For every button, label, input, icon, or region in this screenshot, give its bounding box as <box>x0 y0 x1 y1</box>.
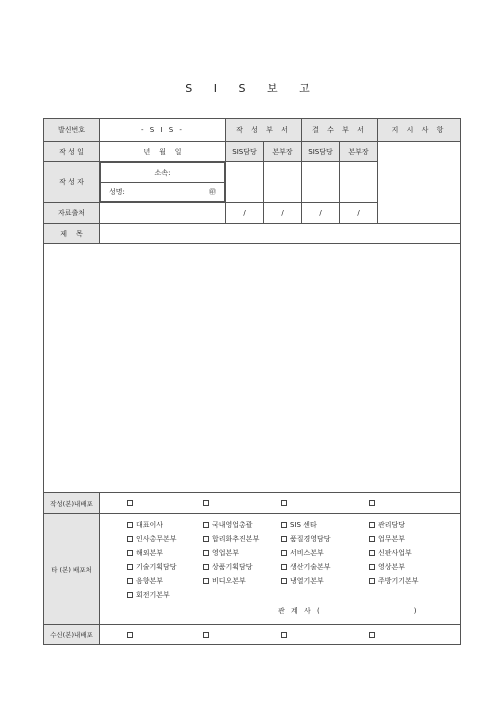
checkbox-icon <box>203 564 209 570</box>
checkbox-icon <box>127 578 133 584</box>
checkbox-icon <box>369 536 375 542</box>
dist-item[interactable]: 비디오본부 <box>203 576 281 586</box>
checkbox-icon <box>281 578 287 584</box>
internal-dist-checkboxes <box>100 493 461 514</box>
dist-item[interactable]: 국내영업총괄 <box>203 520 281 530</box>
dist-item[interactable]: 영상본부 <box>369 562 439 572</box>
checkbox-icon <box>369 550 375 556</box>
checkbox-icon <box>369 564 375 570</box>
internal-checkbox-3[interactable] <box>281 500 287 506</box>
affiliation-field[interactable]: 소속: <box>101 163 225 183</box>
dist-item[interactable]: 업무본부 <box>369 534 439 544</box>
date-slash-2: / <box>264 203 302 224</box>
dist-item[interactable]: 서비스본부 <box>281 548 369 558</box>
dist-item[interactable]: 신판사업부 <box>369 548 439 558</box>
checkbox-icon <box>127 522 133 528</box>
checkbox-icon <box>127 564 133 570</box>
affiliate-label: 관 계 사 ( <box>278 607 322 615</box>
checkbox-icon <box>203 550 209 556</box>
instructions-field[interactable] <box>378 142 461 224</box>
dist-item[interactable]: 생산기술본부 <box>281 562 369 572</box>
receive-checkbox-2[interactable] <box>203 632 209 638</box>
sign-box-1[interactable] <box>226 162 264 203</box>
writing-dept-header: 작 성 부 서 <box>226 119 302 142</box>
sign-box-3[interactable] <box>302 162 340 203</box>
subject-label: 제 목 <box>44 224 100 244</box>
date-field[interactable]: 년 월 일 <box>100 142 226 162</box>
internal-checkbox-4[interactable] <box>369 500 375 506</box>
sender-number-label: 발신번호 <box>44 119 100 142</box>
checkbox-icon <box>281 550 287 556</box>
dist-item[interactable]: 주방기기본부 <box>369 576 439 586</box>
source-label: 자료출처 <box>44 203 100 224</box>
dist-item[interactable]: 관리담당 <box>369 520 439 530</box>
checkbox-icon <box>281 564 287 570</box>
sis-manager-header-1: SIS담당 <box>226 142 264 162</box>
dist-item[interactable]: 대표이사 <box>127 520 203 530</box>
receive-dist-label: 수신(본)내배포 <box>44 625 100 645</box>
dist-list <box>100 514 460 600</box>
checkbox-icon <box>369 522 375 528</box>
checkbox-icon <box>127 592 133 598</box>
division-head-header-1: 본부장 <box>264 142 302 162</box>
division-head-header-2: 본부장 <box>340 142 378 162</box>
report-form <box>43 118 461 645</box>
dist-item[interactable]: 냉열기본부 <box>281 576 369 586</box>
internal-dist-label: 작성(본)내배포 <box>44 493 100 514</box>
dist-item[interactable]: 합리화추진본부 <box>203 534 281 544</box>
checkbox-icon <box>369 578 375 584</box>
checkbox-icon <box>127 550 133 556</box>
checkbox-icon <box>281 536 287 542</box>
sign-box-4[interactable] <box>340 162 378 203</box>
checkbox-icon <box>203 578 209 584</box>
dist-item[interactable]: 회전기본부 <box>127 590 203 600</box>
dist-item[interactable]: 해외본부 <box>127 548 203 558</box>
name-field[interactable] <box>101 183 225 202</box>
receive-checkbox-1[interactable] <box>127 632 133 638</box>
date-slash-3: / <box>302 203 340 224</box>
dist-item[interactable]: 인사총무본부 <box>127 534 203 544</box>
dist-item[interactable]: SIS 센타 <box>281 520 369 530</box>
checkbox-icon <box>281 522 287 528</box>
affiliate-line <box>100 600 460 616</box>
writer-subtable <box>100 162 225 202</box>
date-label: 작 성 일 <box>44 142 100 162</box>
approval-dept-header: 결 수 부 서 <box>302 119 378 142</box>
sign-box-2[interactable] <box>264 162 302 203</box>
date-slash-4: / <box>340 203 378 224</box>
source-field[interactable] <box>100 203 226 224</box>
instructions-header: 지 시 사 항 <box>378 119 461 142</box>
other-dist-area <box>100 514 461 625</box>
receive-checkbox-4[interactable] <box>369 632 375 638</box>
dist-item[interactable]: 상품기획담당 <box>203 562 281 572</box>
seal-icon: ㊞ <box>209 188 216 196</box>
sender-number-field[interactable]: - S I S - <box>100 119 226 142</box>
affiliate-close: ) <box>413 607 419 615</box>
checkbox-icon <box>203 522 209 528</box>
internal-checkbox-1[interactable] <box>127 500 133 506</box>
checkbox-icon <box>203 536 209 542</box>
receive-checkbox-3[interactable] <box>281 632 287 638</box>
subject-field[interactable] <box>100 224 461 244</box>
dist-item[interactable]: 기술기획담당 <box>127 562 203 572</box>
dist-item[interactable]: 영업본부 <box>203 548 281 558</box>
receive-dist-checkboxes <box>100 625 461 645</box>
writer-label: 작 성 자 <box>44 162 100 203</box>
other-dist-label: 타 (본) 배포처 <box>44 514 100 625</box>
date-slash-1: / <box>226 203 264 224</box>
sis-manager-header-2: SIS담당 <box>302 142 340 162</box>
page-title: S I S 보 고 <box>185 82 319 95</box>
internal-checkbox-2[interactable] <box>203 500 209 506</box>
name-label: 성명: <box>109 188 125 196</box>
checkbox-icon <box>127 536 133 542</box>
dist-item[interactable]: 음향본부 <box>127 576 203 586</box>
report-body-area[interactable] <box>44 244 461 493</box>
dist-item[interactable]: 품질경영담당 <box>281 534 369 544</box>
